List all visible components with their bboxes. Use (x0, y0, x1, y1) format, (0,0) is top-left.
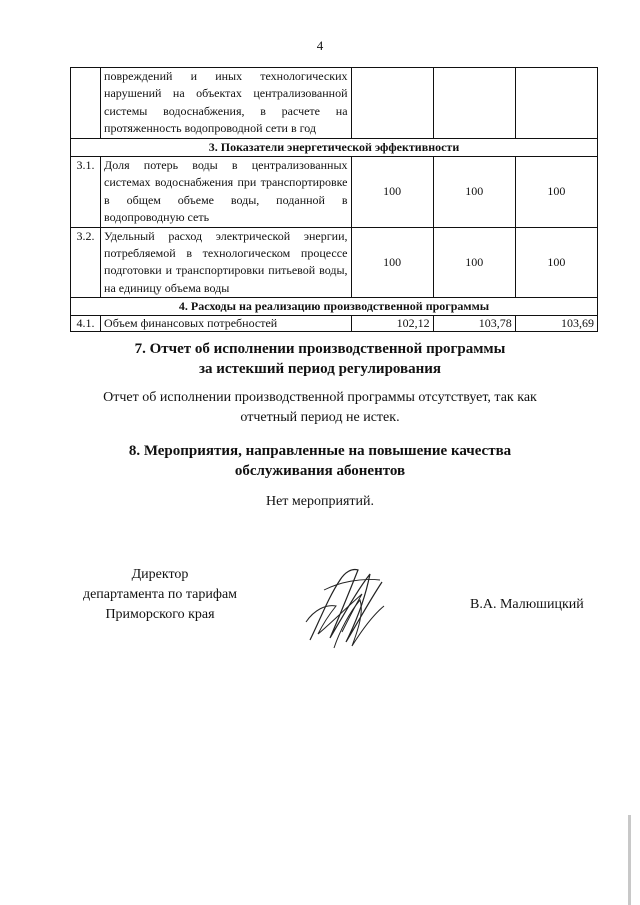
table-row (71, 156, 598, 227)
value-year-1: 102,12 (351, 316, 433, 331)
section-7-text-line-1: Отчет об исполнении производственной программы отсутствует, так как (103, 390, 537, 405)
signatory-title-line-1: Директор (131, 567, 189, 582)
section-8-title-line-2: обслуживания абонентов (234, 463, 406, 479)
page-number: 4 (316, 38, 324, 53)
value-year-2: 100 (433, 227, 515, 298)
value-year-2: 100 (433, 156, 515, 227)
value-cell (433, 68, 515, 139)
value-year-1: 100 (351, 156, 433, 227)
signatory-title-line-3: Приморского края (105, 607, 215, 622)
section-7-title-line-2: за истекший период регулирования (198, 361, 442, 377)
value-year-1: 100 (351, 227, 433, 298)
value-cell (515, 68, 597, 139)
indicator-description: Доля потерь воды в централизованных системах водоснабжения при транспортировке в общем объеме воды, поданной в водопроводную сеть (101, 156, 351, 227)
row-number: 3.2. (71, 227, 101, 298)
scan-edge-mark (628, 815, 631, 905)
row-number: 3.1. (71, 156, 101, 227)
table-row (71, 316, 598, 331)
value-cell (351, 68, 433, 139)
section-3-heading: 3. Показатели энергетической эффективности (71, 138, 598, 156)
signatory-title (70, 565, 250, 625)
value-year-3: 100 (515, 227, 597, 298)
signatory-name: В.А. Малюшицкий (470, 597, 584, 612)
table-section-row (71, 138, 598, 156)
section-8-title-line-1: 8. Мероприятия, направленные на повышение качества (128, 443, 512, 459)
signatory-title-line-2: департамента по тарифам (82, 587, 238, 602)
indicator-description: повреждений и иных технологических нарушений на объектах централизованной системы водоснабжения, в расчете на протяженность водопроводной сети в год (101, 68, 351, 139)
section-8-text: Нет мероприятий. (265, 494, 375, 509)
section-4-heading: 4. Расходы на реализацию производственной программы (71, 298, 598, 316)
indicator-description: Объем финансовых потребностей (101, 316, 351, 331)
value-year-3: 103,69 (515, 316, 597, 331)
section-8-title (0, 441, 640, 481)
indicator-description: Удельный расход электрической энергии, потребляемой в технологическом процессе подготовки и транспортировки питьевой воды, на единицу объема воды (101, 227, 351, 298)
section-7-title (0, 339, 640, 379)
handwritten-signature (300, 560, 390, 655)
section-7-text-line-2: отчетный период не истек. (240, 410, 400, 425)
program-indicators-table (70, 67, 598, 332)
row-number: 4.1. (71, 316, 101, 331)
table-row (71, 68, 598, 139)
row-number-cell (71, 68, 101, 139)
value-year-2: 103,78 (433, 316, 515, 331)
section-7-text (0, 388, 640, 428)
table-section-row (71, 298, 598, 316)
value-year-3: 100 (515, 156, 597, 227)
table-row (71, 227, 598, 298)
section-7-title-line-1: 7. Отчет об исполнении производственной программы (134, 341, 506, 357)
